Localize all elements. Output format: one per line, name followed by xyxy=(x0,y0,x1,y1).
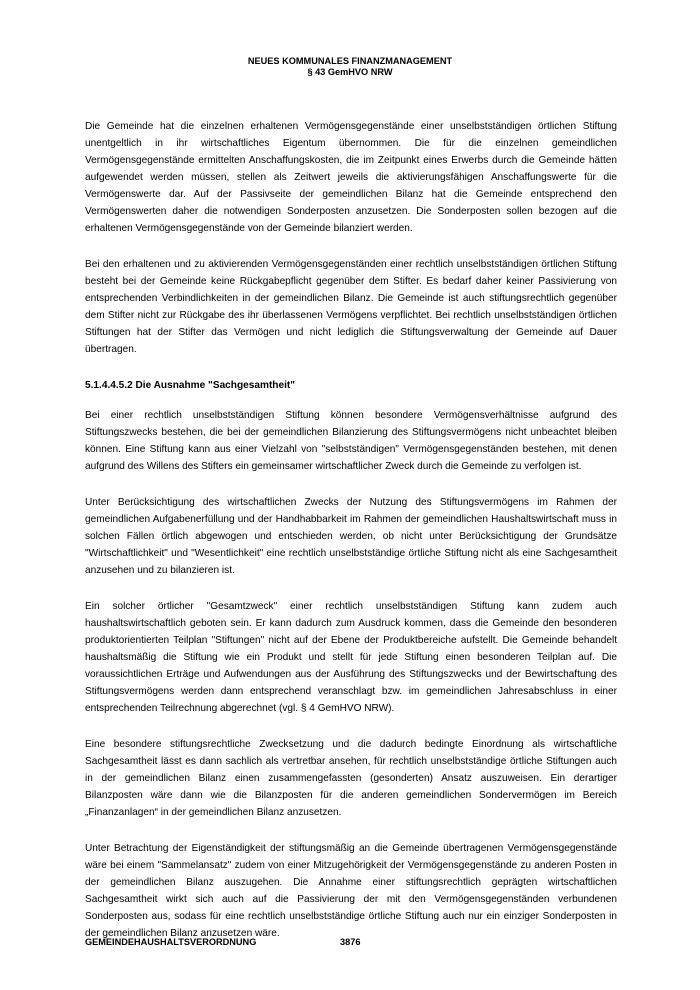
header-subtitle: § 43 GemHVO NRW xyxy=(307,67,393,77)
page-header xyxy=(0,56,700,78)
paragraph: Bei einer rechtlich unselbstständigen Stiftung können besondere Vermögensverhältnisse aufgrund des Stiftungszwecks bestehen, die bei der gemeindlichen Bilanzierung des Stiftungsvermögens nicht unbeachtet bleiben können. Eine Stiftung kann aus einer Vielzahl von "selbstständigen" Vermögensgegenständen bestehen, mit denen aufgrund des Willens des Stifters ein gemeinsamer wirtschaftlicher Zweck durch die Gemeinde zu verfolgen ist. xyxy=(85,410,617,472)
section-heading: 5.1.4.4.5.2 Die Ausnahme "Sachgesamtheit" xyxy=(85,380,296,391)
page-number: 3876 xyxy=(340,937,361,947)
paragraph: Unter Berücksichtigung des wirtschaftlichen Zwecks der Nutzung des Stiftungsvermögens im Rahmen der gemeindlichen Aufgabenerfüllung und der Handhabbarkeit im Rahmen der gemeindlichen Haushaltswirtschaft muss in solchen Fällen örtlich abgewogen und entschieden werden, ob nicht unter Berücksichtigung der Grundsätze "Wirtschaftlichkeit" und "Wesentlichkeit" eine rechtlich unselbstständige örtliche Stiftung nicht als eine Sachgesamtheit anzusehen und zu bilanzieren ist. xyxy=(85,497,617,576)
document-body xyxy=(85,118,617,961)
paragraph: Die Gemeinde hat die einzelnen erhaltenen Vermögensgegenstände einer unselbstständigen örtlichen Stiftung unentgeltlich in ihr wirtschaftliches Eigentum übernommen. Die für die einzelnen gemeindlichen Vermögensgegenstände ermittelten Anschaffungskosten, die im Zeitpunkt eines Erwerbs durch die Gemeinde hätten aufgewendet werden müssen, stellen als Zeitwert jeweils die aktivierungsfähigen Anschaffungswerte für die Vermögenswerte dar. Auf der Passivseite der gemeindlichen Bilanz hat die Gemeinde entsprechend den Vermögenswerten daher die notwendigen Sonderposten anzusetzen. Die Sonderposten sollen bezogen auf die erhaltenen Vermögensgegenstände von der Gemeinde bilanziert werden. xyxy=(85,121,617,234)
paragraph: Bei den erhaltenen und zu aktivierenden Vermögensgegenständen einer rechtlich unselbstständigen örtlichen Stiftung besteht bei der Gemeinde keine Rückgabepflicht gegenüber dem Stifter. Es bedarf daher keiner Passivierung von entsprechenden Verbindlichkeiten in der gemeindlichen Bilanz. Die Gemeinde ist auch stiftungsrechtlich gegenüber dem Stifter nicht zur Rückgabe des ihr überlassenen Vermögens verpflichtet. Bei rechtlich unselbstständigen örtlichen Stiftungen hat der Stifter das Vermögen und nicht lediglich die Stiftungsverwaltung der Gemeinde auf Dauer übertragen. xyxy=(85,259,617,355)
page-footer xyxy=(85,937,361,948)
paragraph: Unter Betrachtung der Eigenständigkeit der stiftungsmäßig an die Gemeinde übertragenen Vermögensgegenstände wäre bei einem "Sammelansatz" zudem von einer Mitzugehörigkeit der Vermögensgegenstände zu anderen Posten in der gemeindlichen Bilanz auszugehen. Die Annahme einer stiftungsrechtlich geprägten wirtschaftlichen Sachgesamtheit wirkt sich auch auf die Passivierung der mit den Vermögensgegenständen verbundenen Sonderposten aus, sodass für eine rechtlich unselbstständige örtliche Stiftung auch nur ein einziger Sonderposten in der gemeindlichen Bilanz anzusetzen wäre. xyxy=(85,843,617,939)
footer-title: GEMEINDEHAUSHALTSVERORDNUNG xyxy=(85,937,257,947)
paragraph: Ein solcher örtlicher "Gesamtzweck" einer rechtlich unselbstständigen Stiftung kann zudem auch haushaltswirtschaftlich geboten sein. Er kann dadurch zum Ausdruck kommen, dass die Gemeinde den besonderen produktorientierten Teilplan "Stiftungen" nicht auf der Ebene der Produktbereiche aufstellt. Die Gemeinde behandelt haushaltsmäßig die Stiftung wie ein Produkt und stellt für jede Stiftung einen besonderen Teilplan auf. Die voraussichtlichen Erträge und Aufwendungen aus der Ausführung des Stiftungszwecks und der Bewirtschaftung des Stiftungsvermögens werden dann entsprechend veranschlagt bzw. im gemeindlichen Jahresabschluss in einer entsprechenden Teilrechnung abgerechnet (vgl. § 4 GemHVO NRW). xyxy=(85,601,617,714)
paragraph: Eine besondere stiftungsrechtliche Zwecksetzung und die dadurch bedingte Einordnung als wirtschaftliche Sachgesamtheit lässt es dann sachlich als vertretbar ansehen, für rechtlich unselbstständige örtliche Stiftungen auch in der gemeindlichen Bilanz einen zusammengefassten (gesonderten) Ansatz auszuweisen. Ein derartiger Bilanzposten wäre dann wie die Bilanzposten für die anderen gemeindlichen Sondervermögen im Bereich „Finanzanlagen“ in der gemeindlichen Bilanz anzusetzen. xyxy=(85,739,617,818)
header-title: NEUES KOMMUNALES FINANZMANAGEMENT xyxy=(247,56,453,66)
